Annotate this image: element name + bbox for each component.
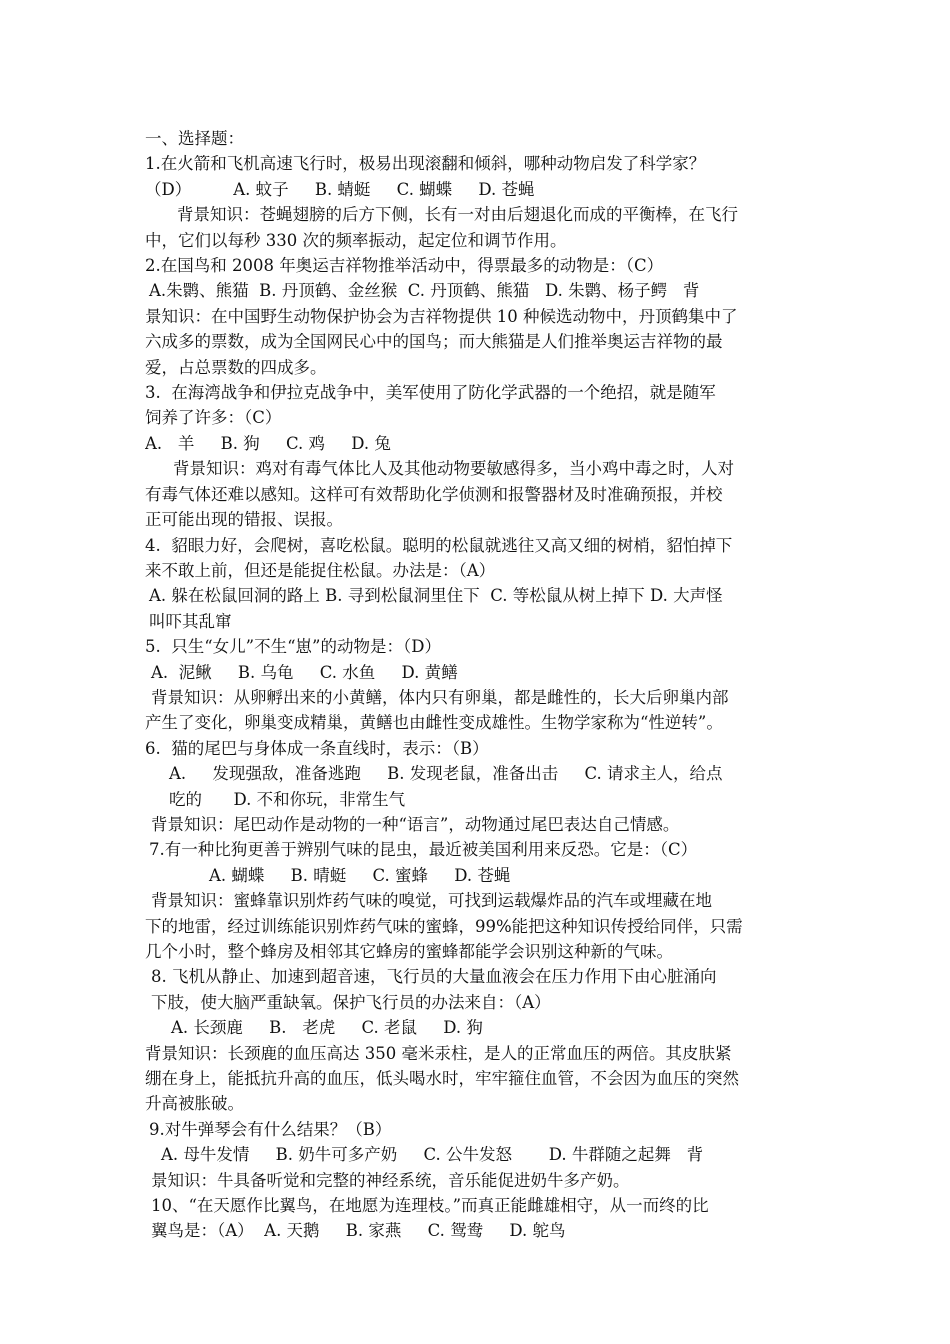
text-line: 6. 猫的尾巴与身体成一条直线时，表示：（B） <box>145 738 489 758</box>
text-line: 10、“在天愿作比翼鸟，在地愿为连理枝。”而真正能雌雄相守，从一而终的比 <box>151 1196 709 1216</box>
text-line: 背景知识：尾巴动作是动物的一种“语言”，动物通过尾巴表达自己情感。 <box>151 814 680 834</box>
text-line: 升高被胀破。 <box>145 1094 244 1114</box>
text-line: 叫吓其乱窜 <box>149 611 232 631</box>
text-line: 一、选择题： <box>145 129 244 148</box>
document-body <box>145 126 815 1244</box>
text-line: A. 发现强敌，准备逃跑 B. 发现老鼠，准备出击 C. 请求主人，给点 <box>169 764 723 784</box>
text-line: A. 羊 B. 狗 C. 鸡 D. 兔 <box>145 433 391 453</box>
text-line: 有毒气体还难以感知。这样可有效帮助化学侦测和报警器材及时准确预报，并校 <box>145 484 723 504</box>
text-line: A. 泥鳅 B. 乌龟 C. 水鱼 D. 黄鳝 <box>151 662 458 682</box>
text-line: 背景知识：长颈鹿的血压高达 350 毫米汞柱，是人的正常血压的两倍。其皮肤紧 <box>145 1043 732 1063</box>
text-line: 几个小时，整个蜂房及相邻其它蜂房的蜜蜂都能学会识别这种新的气味。 <box>145 942 673 961</box>
text-line: 六成多的票数，成为全国网民心中的国鸟；而大熊猫是人们推举奥运吉祥物的最 <box>145 332 723 352</box>
text-line: A. 长颈鹿 B. 老虎 C. 老鼠 D. 狗 <box>171 1018 483 1038</box>
text-line: 4. 貂眼力好，会爬树，喜吃松鼠。聪明的松鼠就逃往又高又细的树梢，貂怕掉下 <box>145 535 733 555</box>
text-line: 1.在火箭和飞机高速飞行时，极易出现滚翻和倾斜，哪种动物启发了科学家？ <box>145 154 706 174</box>
text-line: 8. 飞机从静止、加速到超音速，飞行员的大量血液会在压力作用下由心脏涌向 <box>151 967 717 987</box>
text-line: A. 母牛发情 B. 奶牛可多产奶 C. 公牛发怒 D. 牛群随之起舞 背 <box>161 1145 704 1165</box>
text-line: 翼鸟是：（A） A. 天鹅 B. 家燕 C. 鸳鸯 D. 鸵鸟 <box>151 1221 566 1241</box>
text-line: 2.在国鸟和 2008 年奥运吉祥物推举活动中，得票最多的动物是：（C） <box>145 256 664 276</box>
text-line: （D） A. 蚊子 B. 蜻蜓 C. 蝴蝶 D. 苍蝇 <box>145 179 535 199</box>
text-line: A. 躲在松鼠回洞的路上 B. 寻到松鼠洞里住下 C. 等松鼠从树上掉下 D. 大声怪 <box>149 586 723 606</box>
text-line: 产生了变化，卵巢变成精巢，黄鳝也由雌性变成雄性。生物学家称为“性逆转”。 <box>145 713 723 733</box>
text-line: 景知识：在中国野生动物保护协会为吉祥物提供 10 种候选动物中，丹顶鹤集中了 <box>145 306 738 326</box>
text-line: 绷在身上，能抵抗升高的血压，低头喝水时，牢牢箍住血管，不会因为血压的突然 <box>145 1069 739 1089</box>
text-line: 下肢，使大脑严重缺氧。保护飞行员的办法来自：（A） <box>151 992 551 1012</box>
text-line: 爱，占总票数的四成多。 <box>145 357 327 377</box>
text-line: 背景知识：鸡对有毒气体比人及其他动物要敏感得多，当小鸡中毒之时，人对 <box>173 459 734 479</box>
text-line: 背景知识：蜜蜂靠识别炸药气味的嗅觉，可找到运载爆炸品的汽车或埋藏在地 <box>151 891 712 911</box>
text-line: 3. 在海湾战争和伊拉克战争中，美军使用了防化学武器的一个绝招，就是随军 <box>145 383 716 403</box>
text-line: 饲养了许多：（C） <box>145 408 282 428</box>
text-line: 正可能出现的错报、误报。 <box>145 510 343 530</box>
text-line: 5. 只生“女儿”不生“崽”的动物是：（D） <box>145 637 441 657</box>
text-line: A. 蝴蝶 B. 晴蜓 C. 蜜蜂 D. 苍蝇 <box>209 865 511 885</box>
text-line: 背景知识：苍蝇翅膀的后方下侧，长有一对由后翅退化而成的平衡棒，在飞行 <box>177 205 738 225</box>
text-line: 吃的 D. 不和你玩，非常生气 <box>169 789 406 809</box>
text-line: 来不敢上前，但还是能捉住松鼠。办法是：（A） <box>145 560 496 580</box>
text-line: 7.有一种比狗更善于辨别气味的昆虫，最近被美国利用来反恐。它是：（C） <box>149 840 698 860</box>
text-line: 景知识：牛具备听觉和完整的神经系统，音乐能促进奶牛多产奶。 <box>151 1170 630 1190</box>
text-line: A.朱鹮、熊猫 B. 丹顶鹤、金丝猴 C. 丹顶鹤、熊猫 D. 朱鹮、杨子鳄 背 <box>149 281 700 301</box>
text-line: 下的地雷，经过训练能识别炸药气味的蜜蜂，99%能把这种知识传授给同伴，只需 <box>145 916 743 936</box>
text-line: 背景知识：从卵孵出来的小黄鳝，体内只有卵巢，都是雌性的，长大后卵巢内部 <box>151 687 729 707</box>
text-line: 9.对牛弹琴会有什么结果？（B） <box>149 1119 392 1139</box>
text-line: 中，它们以每秒 330 次的频率振动，起定位和调节作用。 <box>145 230 567 250</box>
